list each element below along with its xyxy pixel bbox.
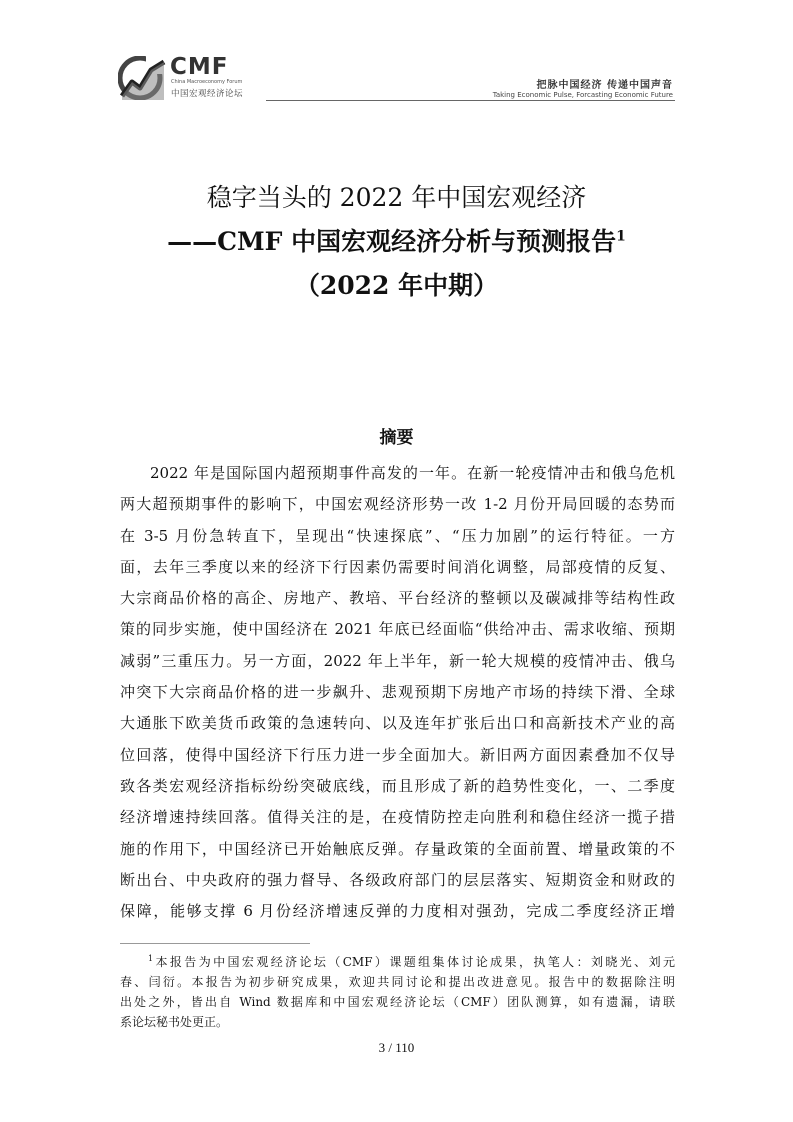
cmf-logo-icon bbox=[118, 56, 166, 100]
slogan-english: Taking Economic Pulse, Forcasting Economic Future bbox=[492, 91, 673, 99]
title-line-2-text: ——CMF 中国宏观经济分析与预测报告 bbox=[167, 227, 617, 256]
abstract-line: 在 3-5 月份急转直下，呈现出“快速探底”、“压力加剧”的运行特征。一方 bbox=[120, 526, 675, 545]
abstract-line: 冲突下大宗商品价格的进一步飙升、悲观预期下房地产市场的持续下滑、全球 bbox=[120, 683, 675, 702]
title-line-2 bbox=[0, 222, 793, 258]
footnote-line-text: 本报告为中国宏观经济论坛（CMF）课题组集体讨论成果，执笔人：刘晓光、刘元 bbox=[153, 955, 675, 969]
abstract-line: 2022 年是国际国内超预期事件高发的一年。在新一轮疫情冲击和俄乌危机 bbox=[150, 464, 675, 482]
footnote-line: 出处之外，皆出自 Wind 数据库和中国宏观经济论坛（CMF）团队测算，如有遗漏，请联 bbox=[120, 995, 675, 1009]
footnote-reference[interactable]: 1 bbox=[616, 228, 626, 245]
footnote-line: 系论坛秘书处更正。 bbox=[120, 1015, 229, 1029]
title-line-3: （2022 年中期） bbox=[294, 271, 499, 300]
abstract-line: 位回落，使得中国经济下行压力进一步全面加大。新旧两方面因素叠加不仅导 bbox=[120, 745, 675, 764]
cmf-logo bbox=[118, 52, 278, 100]
footnote-line: 春、闫衍。本报告为初步研究成果，欢迎共同讨论和提出改进意见。报告中的数据除注明 bbox=[120, 975, 675, 989]
slogan-chinese: 把脉中国经济 传递中国声音 bbox=[536, 80, 673, 91]
abstract-paragraph bbox=[120, 458, 675, 927]
abstract-line: 保障，能够支撑 6 月份经济增速反弹的力度相对强劲，完成二季度经济正增 bbox=[120, 902, 675, 921]
abstract-heading: 摘要 bbox=[379, 428, 414, 448]
page-header bbox=[118, 52, 675, 102]
abstract-line: 断出台、中央政府的强力督导、各级政府部门的层层落实、短期资金和财政的 bbox=[120, 870, 675, 889]
abstract-line: 大通胀下欧美货币政策的急速转向、以及连年扩张后出口和高新技术产业的高 bbox=[120, 714, 675, 733]
footnote-marker: 1 bbox=[148, 954, 154, 963]
footnote bbox=[120, 952, 675, 1032]
abstract-line: 面，去年三季度以来的经济下行因素仍需要时间消化调整，局部疫情的反复、 bbox=[120, 557, 675, 576]
page-number: 3 / 110 bbox=[378, 1040, 415, 1055]
header-divider bbox=[266, 100, 675, 101]
logo-english-name: China Macroeconomy Forum bbox=[171, 79, 243, 85]
abstract-line: 施的作用下，中国经济已开始触底反弹。存量政策的全面前置、增量政策的不 bbox=[120, 839, 675, 858]
logo-chinese-name: 中国宏观经济论坛 bbox=[171, 89, 244, 99]
footnote-divider bbox=[120, 943, 310, 944]
title-line-1: 稳字当头的 2022 年中国宏观经济 bbox=[206, 183, 587, 212]
logo-text: CMF bbox=[170, 54, 229, 80]
abstract-line: 经济增速持续回落。值得关注的是，在疫情防控走向胜利和稳住经济一揽子措 bbox=[120, 808, 675, 827]
abstract-line: 两大超预期事件的影响下，中国宏观经济形势一改 1-2 月份开局回暖的态势而 bbox=[120, 495, 675, 514]
abstract-line: 策的同步实施，使中国经济在 2021 年底已经面临“供给冲击、需求收缩、预期 bbox=[120, 620, 675, 639]
abstract-line: 减弱”三重压力。另一方面，2022 年上半年，新一轮大规模的疫情冲击、俄乌 bbox=[120, 651, 675, 670]
abstract-line: 致各类宏观经济指标纷纷突破底线，而且形成了新的趋势性变化，一、二季度 bbox=[120, 776, 675, 795]
footnote-line bbox=[120, 952, 675, 972]
abstract-line: 大宗商品价格的高企、房地产、教培、平台经济的整顿以及碳减排等结构性政 bbox=[120, 589, 675, 608]
